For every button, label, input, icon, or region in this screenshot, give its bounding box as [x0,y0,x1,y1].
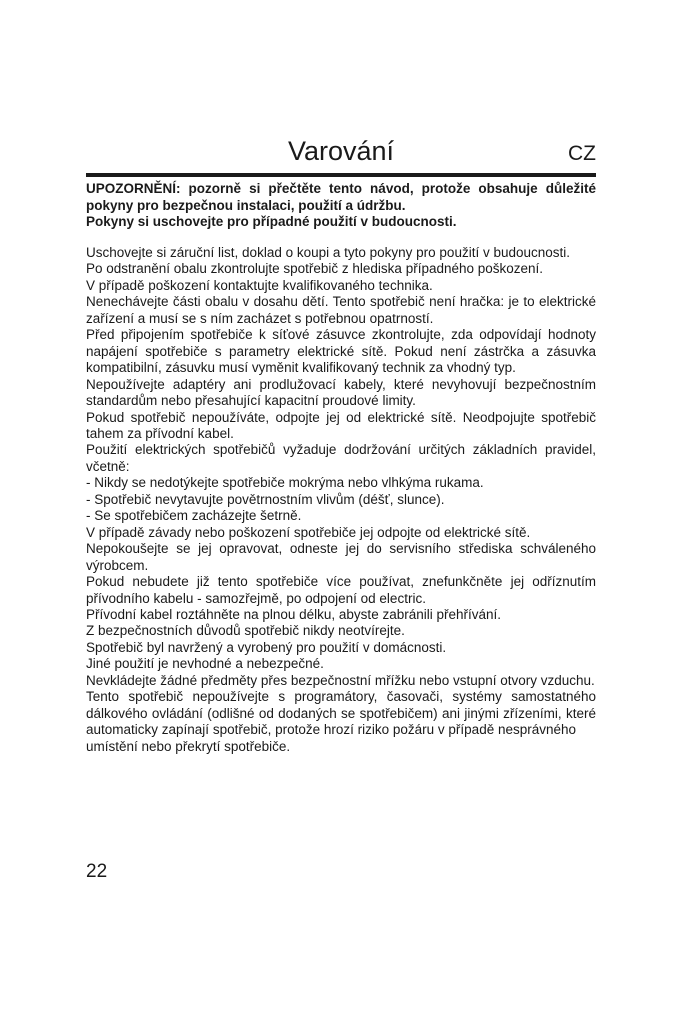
paragraph: Pokud nebudete již tento spotřebiče více používat, znefunkčněte jej odříznutím přívodního kabelu - samozřejmě, po odpojení od electric. [86,574,596,606]
list-item: - Se spotřebičem zacházejte šetrně. [86,508,302,524]
paragraph: Nepokoušejte se jej opravovat, odneste jej do servisního střediska schváleného výrobcem. [86,541,596,573]
warning-block [86,181,596,231]
language-code: CZ [568,142,596,165]
paragraph: Přívodní kabel roztáhněte na plnou délku, abyste zabránili přehřívání. [86,606,502,622]
safety-instructions [86,245,596,755]
list-item: - Spotřebič nevytavujte povětrnostním vlivům (déšť, slunce). [86,491,445,507]
paragraph: Z bezpečnostních důvodů spotřebič nikdy neotvírejte. [86,623,405,639]
paragraph: Pokud spotřebič nepoužíváte, odpojte jej od elektrické sítě. Neodpojujte spotřebič tahem za přívodní kabel. [86,409,596,441]
paragraph: Nenechávejte části obalu v dosahu dětí. Tento spotřebič není hračka: je to elektrické zařízení a musí se s ním zacházet s potřebnou opatrností. [86,294,596,326]
header-rule [86,173,596,177]
paragraph: Před připojením spotřebiče k síťové zásuvce zkontrolujte, zda odpovídají hodnoty napájení spotřebiče s parametry elektrické sítě. Pokud není zástrčka a zásuvka kompatibilní, zásuvku musí vyměnit kvalifikovaný technik za vhodný typ. [86,327,596,376]
list-item: - Nikdy se nedotýkejte spotřebiče mokrýma nebo vlhkýma rukama. [86,475,484,491]
paragraph: Použití elektrických spotřebičů vyžaduje dodržování určitých základních pravidel, včetně: [86,442,596,474]
paragraph: Spotřebič byl navržený a vyrobený pro použití v domácnosti. [86,639,447,655]
page-header [86,134,596,174]
paragraph: umístění nebo překrytí spotřebiče. [86,738,291,754]
paragraph: Jiné použití je nevhodné a nebezpečné. [86,656,324,672]
page-number: 22 [86,861,108,882]
paragraph: Uschovejte si záruční list, doklad o koupi a tyto pokyny pro použití v budoucnosti. [86,245,571,260]
paragraph: Nepoužívejte adaptéry ani prodlužovací kabely, které nevyhovují bezpečnostním standardům nebo přesahující kapacitní proudové limity. [86,376,596,409]
paragraph: Nevkládejte žádné předměty přes bezpečnostní mřížku nebo vstupní otvory vzduchu. [86,672,595,688]
warning-keep-instructions: Pokyny si uschovejte pro případné použití v budoucnosti. [86,214,457,229]
paragraph: Tento spotřebič nepoužívejte s programátory, časovači, systémy samostatného dálkového ovládání (odlišné od dodaných se spotřebičem) ani jinými zřízeními, které automaticky zapínají spotřebič, protože hrozí riziko požáru v případě nesprávného [86,689,596,738]
paragraph: Po odstranění obalu zkontrolujte spotřebič z hlediska případného poškození. [86,261,544,277]
paragraph: V případě poškození kontaktujte kvalifikovaného technika. [86,277,433,293]
paragraph: V případě závady nebo poškození spotřebiče jej odpojte od elektrické sítě. [86,524,531,540]
page-title: Varování [287,136,395,166]
warning-text: UPOZORNĚNÍ: pozorně si přečtěte tento návod, protože obsahuje důležité pokyny pro bezpečnou instalaci, použití a údržbu. [86,181,596,213]
